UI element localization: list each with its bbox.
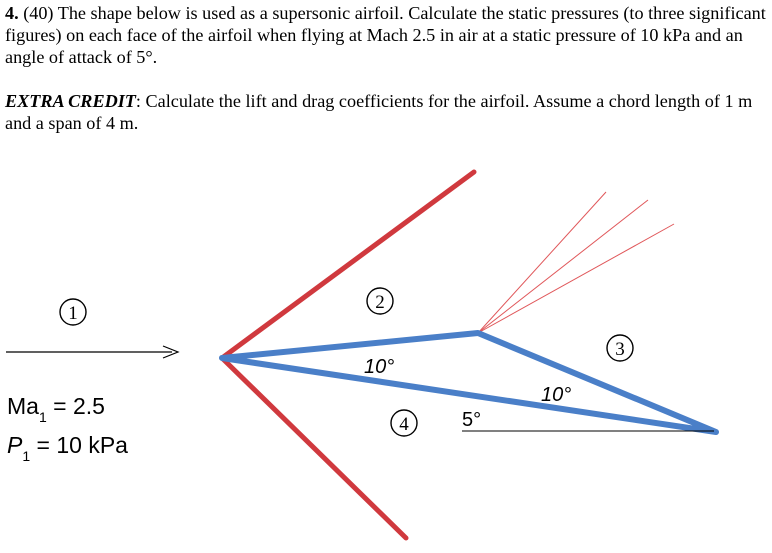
- upper-shock-line: [222, 172, 474, 358]
- expansion-fan-line-1: [478, 192, 606, 333]
- expansion-fan-line-2: [478, 200, 648, 333]
- mach-label: $Ma_1 = 2.5$: [7, 393, 105, 425]
- extra-credit-text: : Calculate the lift and drag coefficients for the airfoil. Assume a chord length of 1 m and a span of 4 m.: [5, 91, 753, 133]
- region-3-marker: [607, 335, 633, 361]
- angle-label-attack: 5°: [462, 409, 482, 431]
- angle-label-front: 10°: [364, 356, 395, 378]
- region-4-label: 4: [399, 414, 409, 435]
- extra-credit-label: EXTRA CREDIT: [5, 91, 136, 111]
- region-1-marker: [60, 299, 86, 325]
- problem-text: (40) The shape below is used as a supersonic airfoil. Calculate the static pressures (to three significant figures) on each face of the airfoil when flying at Mach 2.5 in air at a static pressure of 10 kPa and an angle of attack of 5°.: [5, 3, 766, 67]
- lower-shock-line: [222, 358, 406, 538]
- region-1-label: 1: [68, 303, 78, 324]
- pressure-label: $P_1 = 10$ kPa: [7, 432, 128, 464]
- expansion-fan-line-3: [478, 224, 674, 333]
- angle-label-rear: 10°: [541, 384, 572, 406]
- region-2-label: 2: [375, 292, 385, 313]
- region-2-marker: [367, 288, 393, 314]
- problem-number: 4.: [5, 3, 19, 23]
- region-4-marker: [391, 410, 417, 436]
- region-3-label: 3: [615, 339, 625, 360]
